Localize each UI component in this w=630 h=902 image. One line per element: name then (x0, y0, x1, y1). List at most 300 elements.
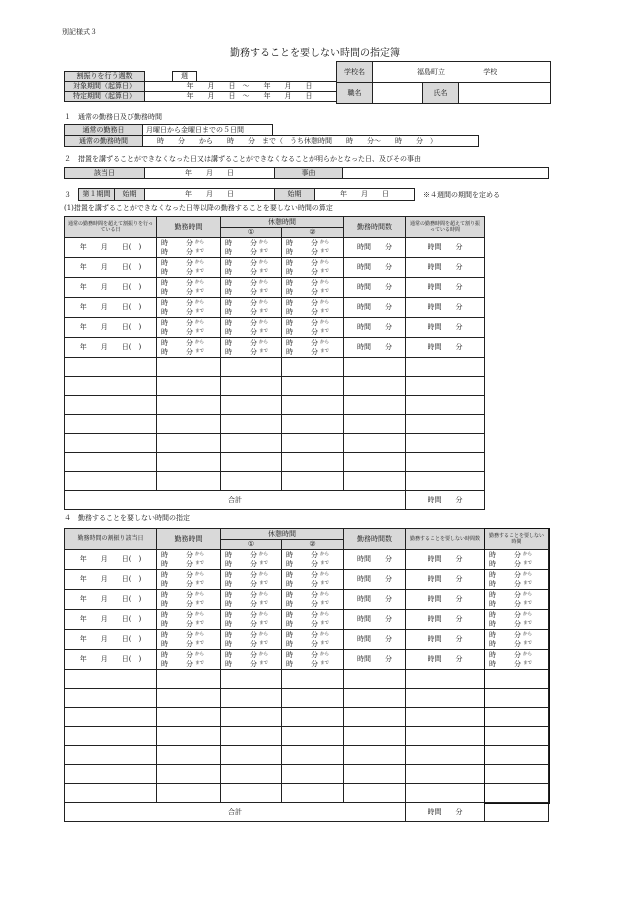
s4-blank-cell[interactable] (221, 746, 282, 765)
s3-blank-cell[interactable] (344, 472, 406, 491)
s4-blank-cell[interactable] (282, 727, 344, 746)
s3-blank-cell[interactable] (221, 415, 282, 434)
s3-blank-cell[interactable] (157, 396, 221, 415)
s4-blank-cell[interactable] (157, 765, 221, 784)
s3-date[interactable]: 年 月 日( ) (65, 238, 157, 258)
s4-blank-cell[interactable] (65, 708, 157, 727)
s3-blank-cell[interactable] (344, 358, 406, 377)
s4-break2-time[interactable] (282, 590, 344, 610)
s3-date[interactable]: 年 月 日( ) (65, 338, 157, 358)
minute-label: 分 (311, 599, 318, 608)
s4-break1-time[interactable] (221, 590, 282, 610)
s4-blank-cell[interactable] (282, 708, 344, 727)
s3-break2-time[interactable] (282, 338, 344, 358)
hour-label: 時 (161, 610, 168, 619)
s4-blank-cell[interactable] (157, 670, 221, 689)
s4-over[interactable]: 時間 分 (406, 550, 485, 570)
s4-blank-cell[interactable] (65, 746, 157, 765)
s4-blank-cell[interactable] (157, 708, 221, 727)
minute-label: 分 (250, 550, 257, 559)
from-label: から (259, 611, 268, 617)
specific-period-field[interactable]: 年 月 日 〜 年 月 日 (145, 92, 355, 102)
from-label: から (320, 319, 329, 325)
s4-blank-cell[interactable] (344, 708, 406, 727)
minute-label: 分 (514, 579, 521, 588)
start-value[interactable]: 年 月 日 (145, 189, 275, 201)
start-label: 始期 (115, 189, 145, 201)
s3-blank-cell[interactable] (65, 396, 157, 415)
hour-label: 時 (225, 599, 232, 608)
until-label: まで (320, 580, 329, 586)
minute-label: 分 (311, 247, 318, 256)
s4-hours[interactable]: 時間 分 (344, 570, 406, 590)
s3-blank-cell[interactable] (344, 415, 406, 434)
s3-blank-cell[interactable] (282, 472, 344, 491)
s3-blank-cell[interactable] (65, 415, 157, 434)
s4-blank-cell[interactable] (344, 784, 406, 803)
s3-blank-cell[interactable] (282, 434, 344, 453)
s3-break2-time[interactable] (282, 298, 344, 318)
s4-blank-cell[interactable] (65, 765, 157, 784)
s3-hours[interactable]: 時間 分 (344, 318, 406, 338)
col-header-hours: 勤務時間数 (344, 217, 406, 238)
s4-over[interactable]: 時間 分 (406, 630, 485, 650)
s4-blank-cell[interactable] (221, 689, 282, 708)
s4-date[interactable]: 年 月 日( ) (65, 610, 157, 630)
from-label: から (195, 319, 204, 325)
school-suffix: 学校 (483, 67, 498, 76)
s3-over[interactable]: 時間 分 (406, 338, 485, 358)
end-value[interactable]: 年 月 日 (315, 189, 415, 201)
s4-blank-cell[interactable] (406, 689, 485, 708)
hour-label: 時 (161, 659, 168, 668)
date-value[interactable]: 年 月 日 (145, 168, 275, 179)
s4-over[interactable]: 時間 分 (406, 590, 485, 610)
s4-blank-cell[interactable] (406, 708, 485, 727)
s4-blank-cell[interactable] (157, 689, 221, 708)
s3-blank-cell[interactable] (406, 396, 485, 415)
s4-row (65, 610, 549, 630)
s3-work-time[interactable] (157, 318, 221, 338)
s3-hours[interactable]: 時間 分 (344, 338, 406, 358)
s3-break2-time[interactable] (282, 318, 344, 338)
s4-blank-cell[interactable] (221, 670, 282, 689)
s4-blank-cell[interactable] (157, 784, 221, 803)
s3-work-time[interactable] (157, 258, 221, 278)
s3-blank-cell[interactable] (344, 377, 406, 396)
s4-break2-time[interactable] (282, 630, 344, 650)
until-label: まで (259, 248, 268, 254)
minute-label: 分 (250, 247, 257, 256)
s4-blank-cell[interactable] (221, 708, 282, 727)
s3-hours[interactable]: 時間 分 (344, 278, 406, 298)
hour-label: 時 (489, 650, 496, 659)
s4-blank-cell[interactable] (344, 746, 406, 765)
minute-label: 分 (186, 347, 193, 356)
s4-break1-time[interactable] (221, 570, 282, 590)
minute-label: 分 (311, 338, 318, 347)
minute-label: 分 (186, 599, 193, 608)
s4-blank-cell[interactable] (344, 727, 406, 746)
s3-blank-cell[interactable] (344, 396, 406, 415)
until-label: まで (259, 328, 268, 334)
until-label: まで (195, 620, 204, 626)
until-label: まで (259, 308, 268, 314)
until-label: まで (523, 620, 532, 626)
until-label: まで (259, 600, 268, 606)
s4-break2-time[interactable] (282, 550, 344, 570)
s4-blank-cell[interactable] (406, 670, 485, 689)
s3-blank-cell[interactable] (406, 434, 485, 453)
s3-blank-cell[interactable] (157, 415, 221, 434)
s3-hours[interactable]: 時間 分 (344, 238, 406, 258)
s3-blank-cell[interactable] (282, 453, 344, 472)
minute-label: 分 (514, 659, 521, 668)
s3-work-time[interactable] (157, 298, 221, 318)
s4-break1-time[interactable] (221, 630, 282, 650)
s3-blank-cell[interactable] (406, 358, 485, 377)
hour-label: 時 (161, 559, 168, 568)
s4-blank-cell[interactable] (344, 689, 406, 708)
until-label: まで (259, 660, 268, 666)
s3-blank-row (65, 472, 485, 491)
hour-label: 時 (225, 278, 232, 287)
s4-blank-cell[interactable] (485, 765, 549, 784)
hour-label: 時 (286, 298, 293, 307)
hour-label: 時 (225, 307, 232, 316)
hour-label: 時 (489, 570, 496, 579)
s4-break2-time[interactable] (282, 610, 344, 630)
s4-blank-row (65, 727, 549, 746)
s3-blank-cell[interactable] (221, 396, 282, 415)
s4-work-time[interactable] (157, 630, 221, 650)
minute-label: 分 (250, 298, 257, 307)
total4-value[interactable]: 時間 分 (406, 803, 485, 822)
period-table (64, 71, 355, 102)
col4-header-off-hours: 勤務することを要しない時間数 (406, 529, 485, 550)
from-label: から (523, 551, 532, 557)
s3-blank-cell[interactable] (157, 434, 221, 453)
s4-blank-cell[interactable] (485, 708, 549, 727)
hour-label: 時 (286, 267, 293, 276)
s4-date[interactable]: 年 月 日( ) (65, 650, 157, 670)
s4-blank-cell[interactable] (157, 746, 221, 765)
s4-blank-cell[interactable] (485, 670, 549, 689)
s3-blank-cell[interactable] (65, 453, 157, 472)
week-unit[interactable]: 週 (173, 72, 197, 82)
from-label: から (259, 299, 268, 305)
hour-label: 時 (161, 650, 168, 659)
s4-break2-time[interactable] (282, 650, 344, 670)
job-title-field[interactable] (373, 83, 423, 104)
s3-work-time[interactable] (157, 238, 221, 258)
s3-blank-cell[interactable] (157, 453, 221, 472)
s4-blank-cell[interactable] (344, 670, 406, 689)
s3-break2-time[interactable] (282, 258, 344, 278)
total4-blank[interactable] (485, 803, 549, 822)
specific-period-label: 特定期間（起算日） (65, 92, 145, 102)
s3-row (65, 278, 485, 298)
hour-label: 時 (161, 327, 168, 336)
s4-hours[interactable]: 時間 分 (344, 630, 406, 650)
until-label: まで (523, 560, 532, 566)
s3-break2-time[interactable] (282, 278, 344, 298)
until-label: まで (320, 268, 329, 274)
s3-date[interactable]: 年 月 日( ) (65, 258, 157, 278)
s4-hours[interactable]: 時間 分 (344, 610, 406, 630)
from-label: から (320, 239, 329, 245)
s3-blank-cell[interactable] (344, 434, 406, 453)
minute-label: 分 (311, 639, 318, 648)
total-label: 合計 (65, 491, 406, 510)
s3-blank-cell[interactable] (65, 434, 157, 453)
s3-blank-cell[interactable] (157, 472, 221, 491)
s3-break1-time[interactable] (221, 318, 282, 338)
minute-label: 分 (186, 327, 193, 336)
s4-blank-cell[interactable] (485, 689, 549, 708)
hour-label: 時 (225, 238, 232, 247)
from-label: から (523, 611, 532, 617)
s3-date[interactable]: 年 月 日( ) (65, 278, 157, 298)
s4-blank-cell[interactable] (282, 670, 344, 689)
s4-blank-cell[interactable] (221, 727, 282, 746)
minute-label: 分 (186, 659, 193, 668)
s3-blank-cell[interactable] (221, 472, 282, 491)
s3-blank-cell[interactable] (157, 377, 221, 396)
target-period-field[interactable]: 年 月 日 〜 年 月 日 (145, 82, 355, 92)
s4-blank-cell[interactable] (406, 784, 485, 803)
hour-label: 時 (161, 619, 168, 628)
hour-label: 時 (225, 630, 232, 639)
s4-blank-cell[interactable] (485, 727, 549, 746)
s3-blank-cell[interactable] (406, 415, 485, 434)
until-label: まで (259, 348, 268, 354)
minute-label: 分 (250, 338, 257, 347)
s4-work-time[interactable] (157, 650, 221, 670)
s3-blank-cell[interactable] (282, 396, 344, 415)
minute-label: 分 (250, 659, 257, 668)
until-label: まで (195, 660, 204, 666)
s4-work-time[interactable] (157, 570, 221, 590)
s3-date[interactable]: 年 月 日( ) (65, 298, 157, 318)
school-table (336, 61, 551, 104)
s3-blank-cell[interactable] (406, 453, 485, 472)
s4-off-time[interactable] (485, 610, 549, 630)
until-label: まで (195, 328, 204, 334)
until-label: まで (320, 308, 329, 314)
from-label: から (195, 279, 204, 285)
s4-blank-cell[interactable] (65, 670, 157, 689)
s4-blank-cell[interactable] (65, 689, 157, 708)
minute-label: 分 (186, 307, 193, 316)
s4-blank-cell[interactable] (485, 784, 549, 803)
s4-over[interactable]: 時間 分 (406, 610, 485, 630)
s3-over[interactable]: 時間 分 (406, 278, 485, 298)
s4-blank-cell[interactable] (221, 765, 282, 784)
s3-break1-time[interactable] (221, 298, 282, 318)
col4-header-break1: ① (221, 540, 282, 550)
from-label: から (259, 551, 268, 557)
s3-blank-cell[interactable] (65, 377, 157, 396)
s4-date[interactable]: 年 月 日( ) (65, 570, 157, 590)
workday-value[interactable]: 月曜日から金曜日までの５日間 (143, 125, 273, 136)
minute-label: 分 (311, 659, 318, 668)
reason-field[interactable] (343, 168, 549, 179)
s4-hours[interactable]: 時間 分 (344, 590, 406, 610)
s4-blank-cell[interactable] (406, 765, 485, 784)
name-field[interactable] (459, 83, 551, 104)
s3-break1-time[interactable] (221, 258, 282, 278)
s4-over[interactable]: 時間 分 (406, 570, 485, 590)
s3-work-time[interactable] (157, 278, 221, 298)
s4-blank-cell[interactable] (65, 727, 157, 746)
col-header-break: 休憩時間 (221, 217, 344, 228)
worktime-value[interactable]: 時 分 から 時 分 まで（ うち休憩時間 時 分〜 時 分 ） (143, 136, 479, 147)
s3-over[interactable]: 時間 分 (406, 238, 485, 258)
until-label: まで (320, 600, 329, 606)
from-label: から (195, 259, 204, 265)
s3-break1-time[interactable] (221, 238, 282, 258)
s4-off-time[interactable] (485, 630, 549, 650)
s4-date[interactable]: 年 月 日( ) (65, 590, 157, 610)
until-label: まで (259, 288, 268, 294)
col-header-break2: ② (282, 228, 344, 238)
s4-work-time[interactable] (157, 590, 221, 610)
minute-label: 分 (186, 238, 193, 247)
period-note: ※４週間の期間を定める (423, 191, 500, 199)
s4-blank-cell[interactable] (282, 746, 344, 765)
s3-blank-cell[interactable] (344, 453, 406, 472)
s4-blank-cell[interactable] (65, 784, 157, 803)
from-label: から (523, 651, 532, 657)
s3-blank-cell[interactable] (406, 377, 485, 396)
school-name-field[interactable] (373, 62, 551, 83)
s4-blank-cell[interactable] (344, 765, 406, 784)
s3-blank-cell[interactable] (406, 472, 485, 491)
s3-blank-cell[interactable] (221, 453, 282, 472)
school-name-label: 学校名 (337, 62, 373, 83)
hour-label: 時 (225, 318, 232, 327)
s4-off-time[interactable] (485, 550, 549, 570)
s3-blank-cell[interactable] (282, 358, 344, 377)
hour-label: 時 (161, 278, 168, 287)
minute-label: 分 (311, 318, 318, 327)
hour-label: 時 (225, 619, 232, 628)
s4-row (65, 650, 549, 670)
s4-blank-cell[interactable] (485, 746, 549, 765)
s3-break2-time[interactable] (282, 238, 344, 258)
minute-label: 分 (514, 599, 521, 608)
minute-label: 分 (514, 650, 521, 659)
s3-over[interactable]: 時間 分 (406, 258, 485, 278)
s4-break1-time[interactable] (221, 650, 282, 670)
section3-subheading: (1)措置を講ずることができなくなった日等以降の勤務することを要しない時間の算定 (64, 204, 333, 212)
until-label: まで (523, 600, 532, 606)
s3-date[interactable]: 年 月 日( ) (65, 318, 157, 338)
period-label: 第１期間 (79, 189, 115, 201)
minute-label: 分 (250, 559, 257, 568)
s3-hours[interactable]: 時間 分 (344, 258, 406, 278)
s4-blank-cell[interactable] (282, 689, 344, 708)
section1-table (64, 124, 479, 147)
s3-blank-cell[interactable] (157, 358, 221, 377)
s4-off-time[interactable] (485, 590, 549, 610)
hour-label: 時 (225, 327, 232, 336)
hour-label: 時 (286, 579, 293, 588)
hour-label: 時 (286, 650, 293, 659)
s4-blank-cell[interactable] (282, 765, 344, 784)
minute-label: 分 (250, 619, 257, 628)
col4-header-break: 休憩時間 (221, 529, 344, 540)
s4-blank-cell[interactable] (406, 727, 485, 746)
s3-work-time[interactable] (157, 338, 221, 358)
minute-label: 分 (311, 619, 318, 628)
minute-label: 分 (311, 550, 318, 559)
s3-blank-cell[interactable] (282, 377, 344, 396)
hour-label: 時 (225, 659, 232, 668)
s4-row (65, 630, 549, 650)
week-count-label: 割振りを行う週数 (65, 72, 145, 82)
until-label: まで (195, 640, 204, 646)
hour-label: 時 (225, 579, 232, 588)
s4-blank-cell[interactable] (282, 784, 344, 803)
s4-row (65, 570, 549, 590)
s4-hours[interactable]: 時間 分 (344, 650, 406, 670)
s3-blank-cell[interactable] (221, 358, 282, 377)
s4-blank-cell[interactable] (221, 784, 282, 803)
s3-blank-cell[interactable] (65, 472, 157, 491)
s3-blank-cell[interactable] (65, 358, 157, 377)
until-label: まで (259, 620, 268, 626)
s4-blank-cell[interactable] (157, 727, 221, 746)
s3-hours[interactable]: 時間 分 (344, 298, 406, 318)
s3-blank-cell[interactable] (221, 377, 282, 396)
s4-break1-time[interactable] (221, 550, 282, 570)
hour-label: 時 (286, 307, 293, 316)
s4-break2-time[interactable] (282, 570, 344, 590)
until-label: まで (320, 348, 329, 354)
s4-date[interactable]: 年 月 日( ) (65, 630, 157, 650)
s3-blank-cell[interactable] (282, 415, 344, 434)
s3-blank-row (65, 396, 485, 415)
s4-date[interactable]: 年 月 日( ) (65, 550, 157, 570)
total-value[interactable]: 時間 分 (406, 491, 485, 510)
s4-off-time[interactable] (485, 650, 549, 670)
s4-blank-cell[interactable] (406, 746, 485, 765)
s4-hours[interactable]: 時間 分 (344, 550, 406, 570)
s4-work-time[interactable] (157, 550, 221, 570)
s3-blank-cell[interactable] (221, 434, 282, 453)
until-label: まで (523, 640, 532, 646)
s4-over[interactable]: 時間 分 (406, 650, 485, 670)
from-label: から (195, 651, 204, 657)
minute-label: 分 (311, 307, 318, 316)
hour-label: 時 (286, 338, 293, 347)
hour-label: 時 (225, 247, 232, 256)
from-label: から (320, 571, 329, 577)
s3-over[interactable]: 時間 分 (406, 298, 485, 318)
s3-break1-time[interactable] (221, 278, 282, 298)
s3-break1-time[interactable] (221, 338, 282, 358)
s4-off-time[interactable] (485, 570, 549, 590)
hour-label: 時 (225, 590, 232, 599)
minute-label: 分 (186, 247, 193, 256)
s4-work-time[interactable] (157, 610, 221, 630)
s3-over[interactable]: 時間 分 (406, 318, 485, 338)
hour-label: 時 (286, 610, 293, 619)
col4-header-work: 勤務時間 (157, 529, 221, 550)
s4-break1-time[interactable] (221, 610, 282, 630)
